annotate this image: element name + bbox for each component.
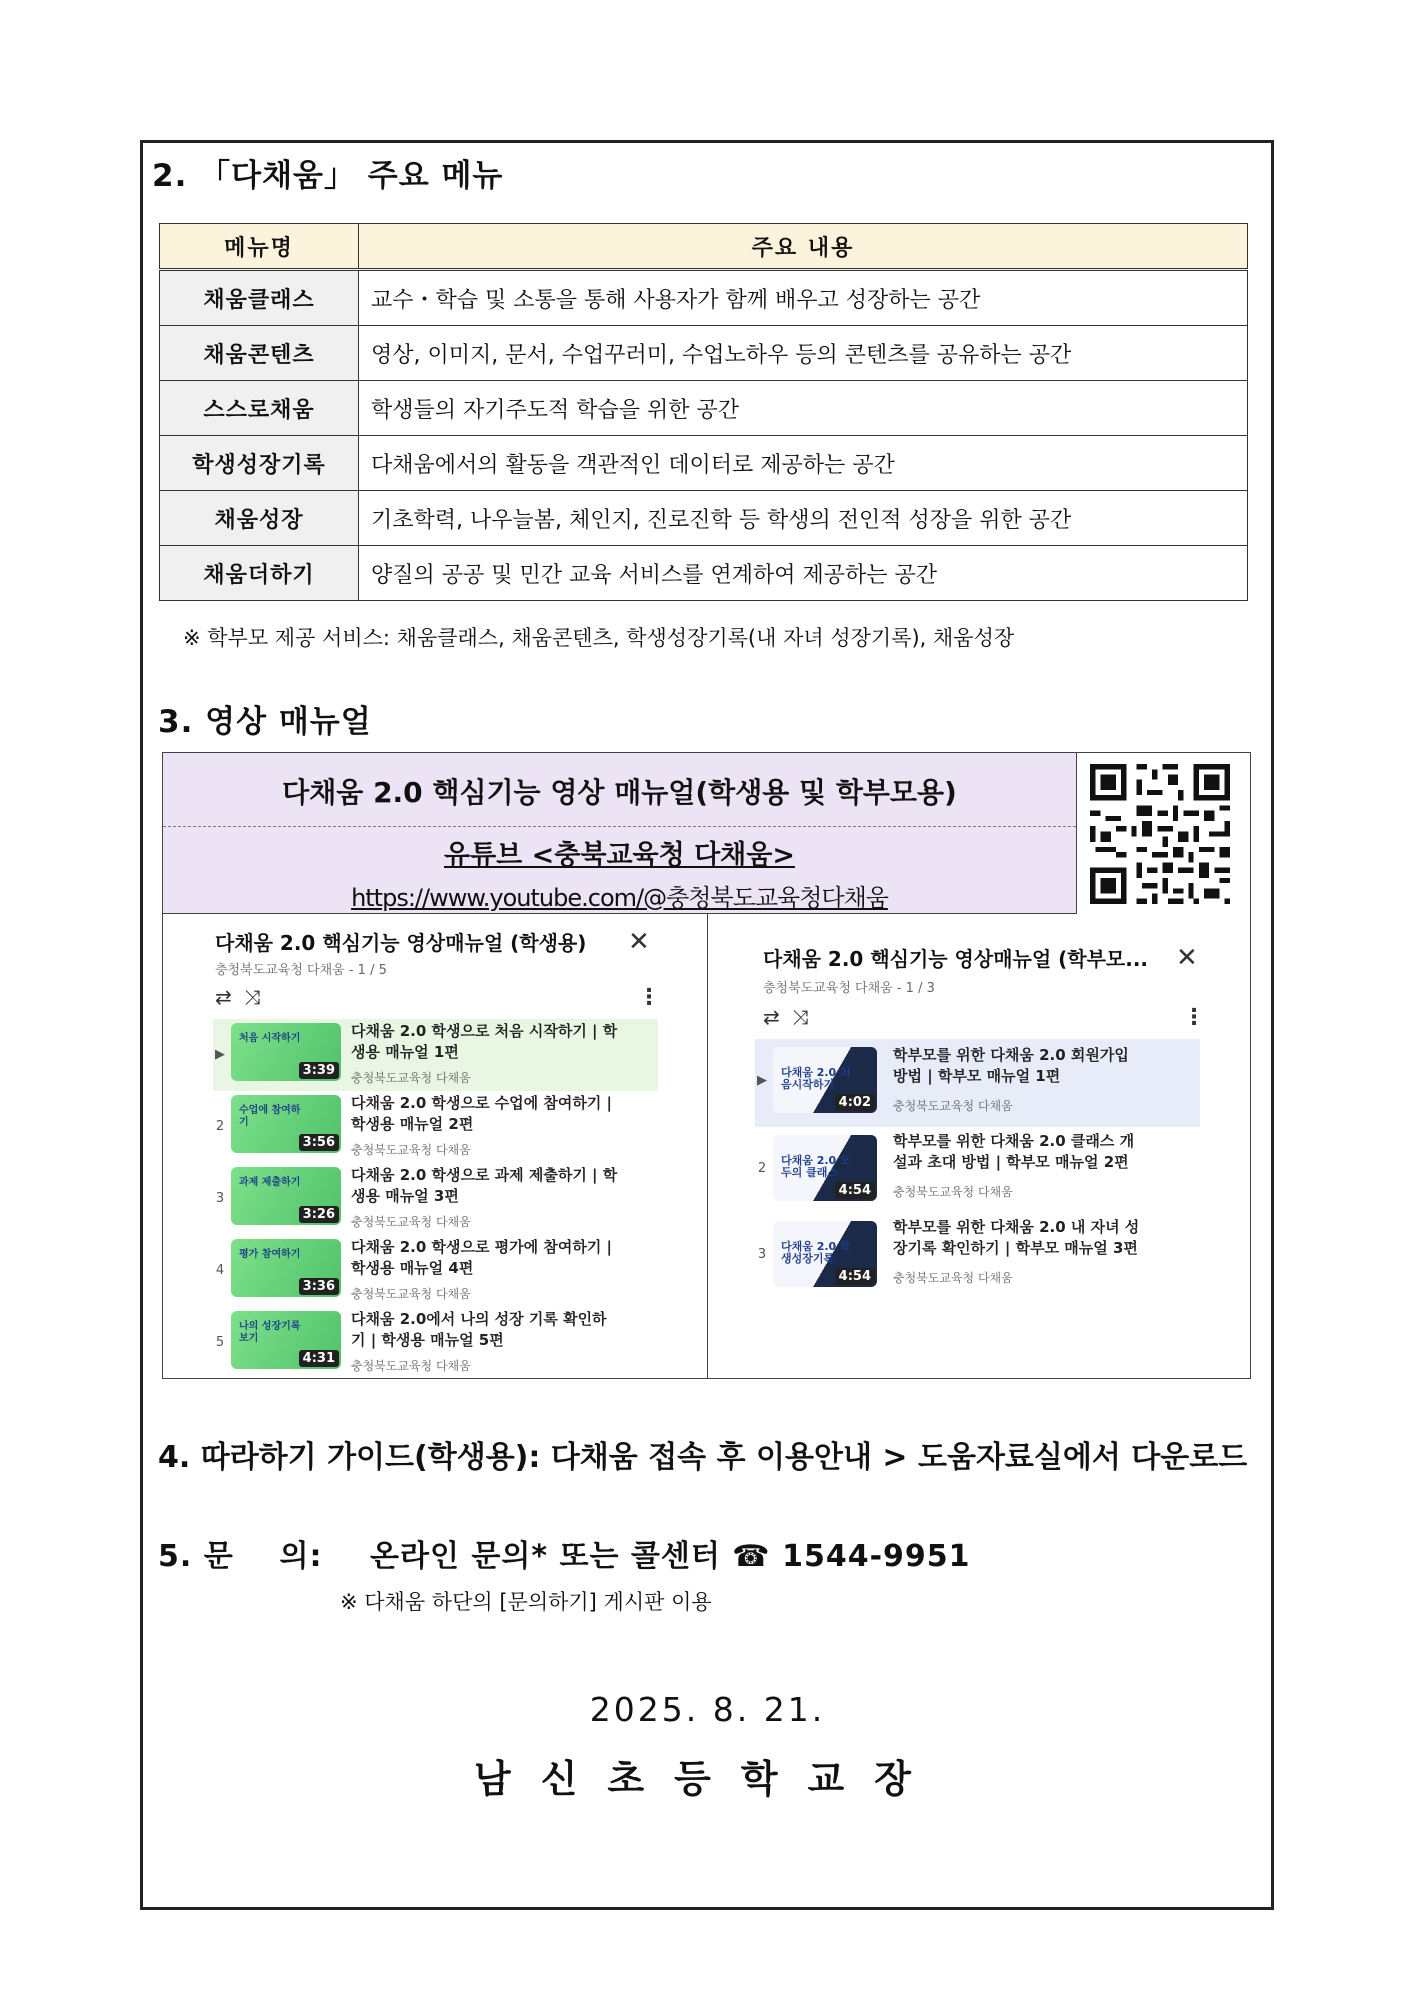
video-duration: 4:02 — [835, 1094, 875, 1111]
menu-table — [159, 223, 1248, 601]
menu-desc: 기초학력, 나우늘봄, 체인지, 진로진학 등 학생의 전인적 성장을 위한 공간 — [359, 491, 1248, 546]
signature-name: 남신초등학교장 — [474, 1757, 941, 1801]
thumbnail-caption: 다채움 2.0 학생성장기록 — [781, 1240, 851, 1265]
video-number: 5 — [215, 1335, 225, 1350]
video-duration: 4:31 — [299, 1350, 339, 1367]
play-indicator-icon: ▶ — [757, 1073, 767, 1088]
video-number: 2 — [215, 1119, 225, 1134]
video-manual-box — [162, 752, 1251, 1379]
table-row — [160, 270, 1248, 326]
video-title[interactable]: 다채움 2.0 학생으로 평가에 참여하기 | 학생용 매뉴얼 4편 — [351, 1238, 613, 1277]
section5-note: ※ 다채움 하단의 [문의하기] 게시판 이용 — [340, 1590, 712, 1614]
close-icon[interactable]: ✕ — [1176, 943, 1198, 973]
video-number: 2 — [757, 1161, 767, 1176]
close-icon[interactable]: ✕ — [628, 927, 650, 957]
parent-playlist-title: 다채움 2.0 핵심기능 영상매뉴얼 (학부모... — [763, 947, 1149, 971]
thumbnail-caption: 다채움 2.0 모두의 클래스 — [781, 1154, 851, 1179]
section5-contact: 온라인 문의* 또는 콜센터 ☎ 1544-9951 — [370, 1539, 971, 1574]
playlist-video-row[interactable] — [755, 1213, 1200, 1299]
loop-icon[interactable]: ⇄ — [215, 985, 232, 1009]
video-thumbnail[interactable] — [773, 1047, 877, 1113]
video-duration: 3:36 — [299, 1278, 339, 1295]
student-playlist-sub: 충청북도교육청 다채움 - 1 / 5 — [215, 963, 387, 978]
table-row — [160, 326, 1248, 381]
thumbnail-caption: 다채움 2.0 처음시작하기 — [781, 1066, 851, 1091]
thumbnail-caption: 과제 제출하기 — [239, 1177, 301, 1188]
video-thumbnail[interactable] — [773, 1135, 877, 1201]
parent-playlist-panel — [751, 921, 1246, 1371]
video-thumbnail[interactable] — [231, 1167, 341, 1225]
video-thumbnail[interactable] — [231, 1311, 341, 1369]
video-manual-header — [163, 753, 1077, 914]
menu-name: 채움성장 — [160, 491, 359, 546]
table-row — [160, 546, 1248, 601]
video-title[interactable]: 다채움 2.0 학생으로 수업에 참여하기 | 학생용 매뉴얼 2편 — [351, 1094, 613, 1133]
video-title[interactable]: 학부모를 위한 다채움 2.0 클래스 개설과 초대 방법 | 학부모 매뉴얼 2편 — [893, 1132, 1135, 1171]
more-options-icon[interactable]: ⋮ — [638, 985, 660, 1010]
thumbnail-caption: 처음 시작하기 — [239, 1033, 301, 1044]
video-number: 3 — [215, 1191, 225, 1206]
menu-name: 채움콘텐츠 — [160, 326, 359, 381]
video-duration: 4:54 — [835, 1182, 875, 1199]
loop-icon[interactable]: ⇄ — [763, 1005, 780, 1029]
section5-label: 5. 문 의: — [158, 1539, 323, 1574]
video-channel: 충청북도교육청 다채움 — [351, 1359, 471, 1373]
parent-playlist-sub: 충청북도교육청 다채움 - 1 / 3 — [763, 981, 935, 996]
video-title[interactable]: 학부모를 위한 다채움 2.0 내 자녀 성장기록 확인하기 | 학부모 매뉴얼 3편 — [893, 1218, 1140, 1257]
loop-shuffle-icons — [215, 985, 260, 1009]
menu-header-desc: 주요 내용 — [359, 224, 1248, 270]
video-duration: 3:56 — [299, 1134, 339, 1151]
menu-name: 학생성장기록 — [160, 436, 359, 491]
video-duration: 3:39 — [299, 1062, 339, 1079]
video-title[interactable]: 다채움 2.0 학생으로 과제 제출하기 | 학생용 매뉴얼 3편 — [351, 1166, 618, 1205]
video-channel: 충청북도교육청 다채움 — [351, 1071, 471, 1085]
section4-text: 4. 따라하기 가이드(학생용): 다채움 접속 후 이용안내 > 도움자료실에서 다운로드 — [158, 1440, 1248, 1475]
shuffle-icon[interactable]: ⤨ — [792, 1005, 809, 1029]
video-number: 4 — [215, 1263, 225, 1278]
shuffle-icon[interactable]: ⤨ — [244, 985, 261, 1009]
video-duration: 3:26 — [299, 1206, 339, 1223]
table-row — [160, 436, 1248, 491]
menu-desc: 학생들의 자기주도적 학습을 위한 공간 — [359, 381, 1248, 436]
student-playlist-title: 다채움 2.0 핵심기능 영상매뉴얼 (학생용) — [215, 931, 587, 955]
playlist-video-row[interactable] — [755, 1127, 1200, 1213]
loop-shuffle-icons — [763, 1005, 808, 1029]
play-indicator-icon: ▶ — [215, 1047, 225, 1062]
menu-desc: 다채움에서의 활동을 객관적인 데이터로 제공하는 공간 — [359, 436, 1248, 491]
divider — [163, 826, 1076, 827]
divider — [707, 913, 708, 1378]
playlist-video-row[interactable] — [213, 1235, 658, 1307]
menu-name: 채움더하기 — [160, 546, 359, 601]
menu-desc: 영상, 이미지, 문서, 수업꾸러미, 수업노하우 등의 콘텐츠를 공유하는 공간 — [359, 326, 1248, 381]
signature-date: 2025. 8. 21. — [589, 1690, 826, 1729]
video-thumbnail[interactable] — [231, 1095, 341, 1153]
playlist-video-row[interactable] — [213, 1163, 658, 1235]
video-number: 3 — [757, 1247, 767, 1262]
video-channel: 충청북도교육청 다채움 — [893, 1185, 1013, 1199]
menu-name: 스스로채움 — [160, 381, 359, 436]
menu-header-name: 메뉴명 — [160, 224, 359, 270]
video-title[interactable]: 다채움 2.0 학생으로 처음 시작하기 | 학생용 매뉴얼 1편 — [351, 1022, 618, 1061]
menu-name: 채움클래스 — [160, 270, 359, 326]
video-thumbnail[interactable] — [231, 1239, 341, 1297]
menu-desc: 양질의 공공 및 민간 교육 서비스를 연계하여 제공하는 공간 — [359, 546, 1248, 601]
video-channel: 충청북도교육청 다채움 — [351, 1287, 471, 1301]
student-playlist-panel — [203, 921, 693, 1371]
more-options-icon[interactable]: ⋮ — [1183, 1005, 1205, 1030]
qr-code-icon[interactable] — [1084, 759, 1236, 909]
menu-desc: 교수・학습 및 소통을 통해 사용자가 함께 배우고 성장하는 공간 — [359, 270, 1248, 326]
thumbnail-caption: 평가 참여하기 — [239, 1249, 301, 1260]
thumbnail-caption: 수업에 참여하기 — [239, 1105, 301, 1128]
playlist-video-row[interactable] — [755, 1039, 1200, 1127]
video-thumbnail[interactable] — [231, 1023, 341, 1081]
youtube-channel-link[interactable]: 유튜브 <충북교육청 다채움> — [444, 840, 795, 871]
video-channel: 충청북도교육청 다채움 — [893, 1271, 1013, 1285]
playlist-video-row[interactable] — [213, 1019, 658, 1091]
table-row — [160, 381, 1248, 436]
video-channel: 충청북도교육청 다채움 — [351, 1215, 471, 1229]
video-manual-title: 다채움 2.0 핵심기능 영상 매뉴얼(학생용 및 학부모용) — [282, 776, 957, 809]
video-channel: 충청북도교육청 다채움 — [351, 1143, 471, 1157]
video-thumbnail[interactable] — [773, 1221, 877, 1287]
video-title[interactable]: 다채움 2.0에서 나의 성장 기록 확인하기 | 학생용 매뉴얼 5편 — [351, 1310, 607, 1349]
playlist-video-row[interactable] — [213, 1307, 658, 1379]
playlist-video-row[interactable] — [213, 1091, 658, 1163]
table-row — [160, 491, 1248, 546]
section2-heading: 2. 「다채움」 주요 메뉴 — [152, 158, 504, 194]
thumbnail-caption: 나의 성장기록 보기 — [239, 1321, 301, 1344]
video-title[interactable]: 학부모를 위한 다채움 2.0 회원가입 방법 | 학부모 매뉴얼 1편 — [893, 1046, 1129, 1085]
parent-service-note: ※ 학부모 제공 서비스: 채움클래스, 채움콘텐츠, 학생성장기록(내 자녀 성장기록), 채움성장 — [183, 626, 1015, 650]
section3-heading: 3. 영상 매뉴얼 — [158, 704, 372, 740]
video-duration: 4:54 — [835, 1268, 875, 1285]
youtube-url-link[interactable]: https://www.youtube.com/@충청북도교육청다채움 — [351, 884, 888, 912]
video-channel: 충청북도교육청 다채움 — [893, 1099, 1013, 1113]
